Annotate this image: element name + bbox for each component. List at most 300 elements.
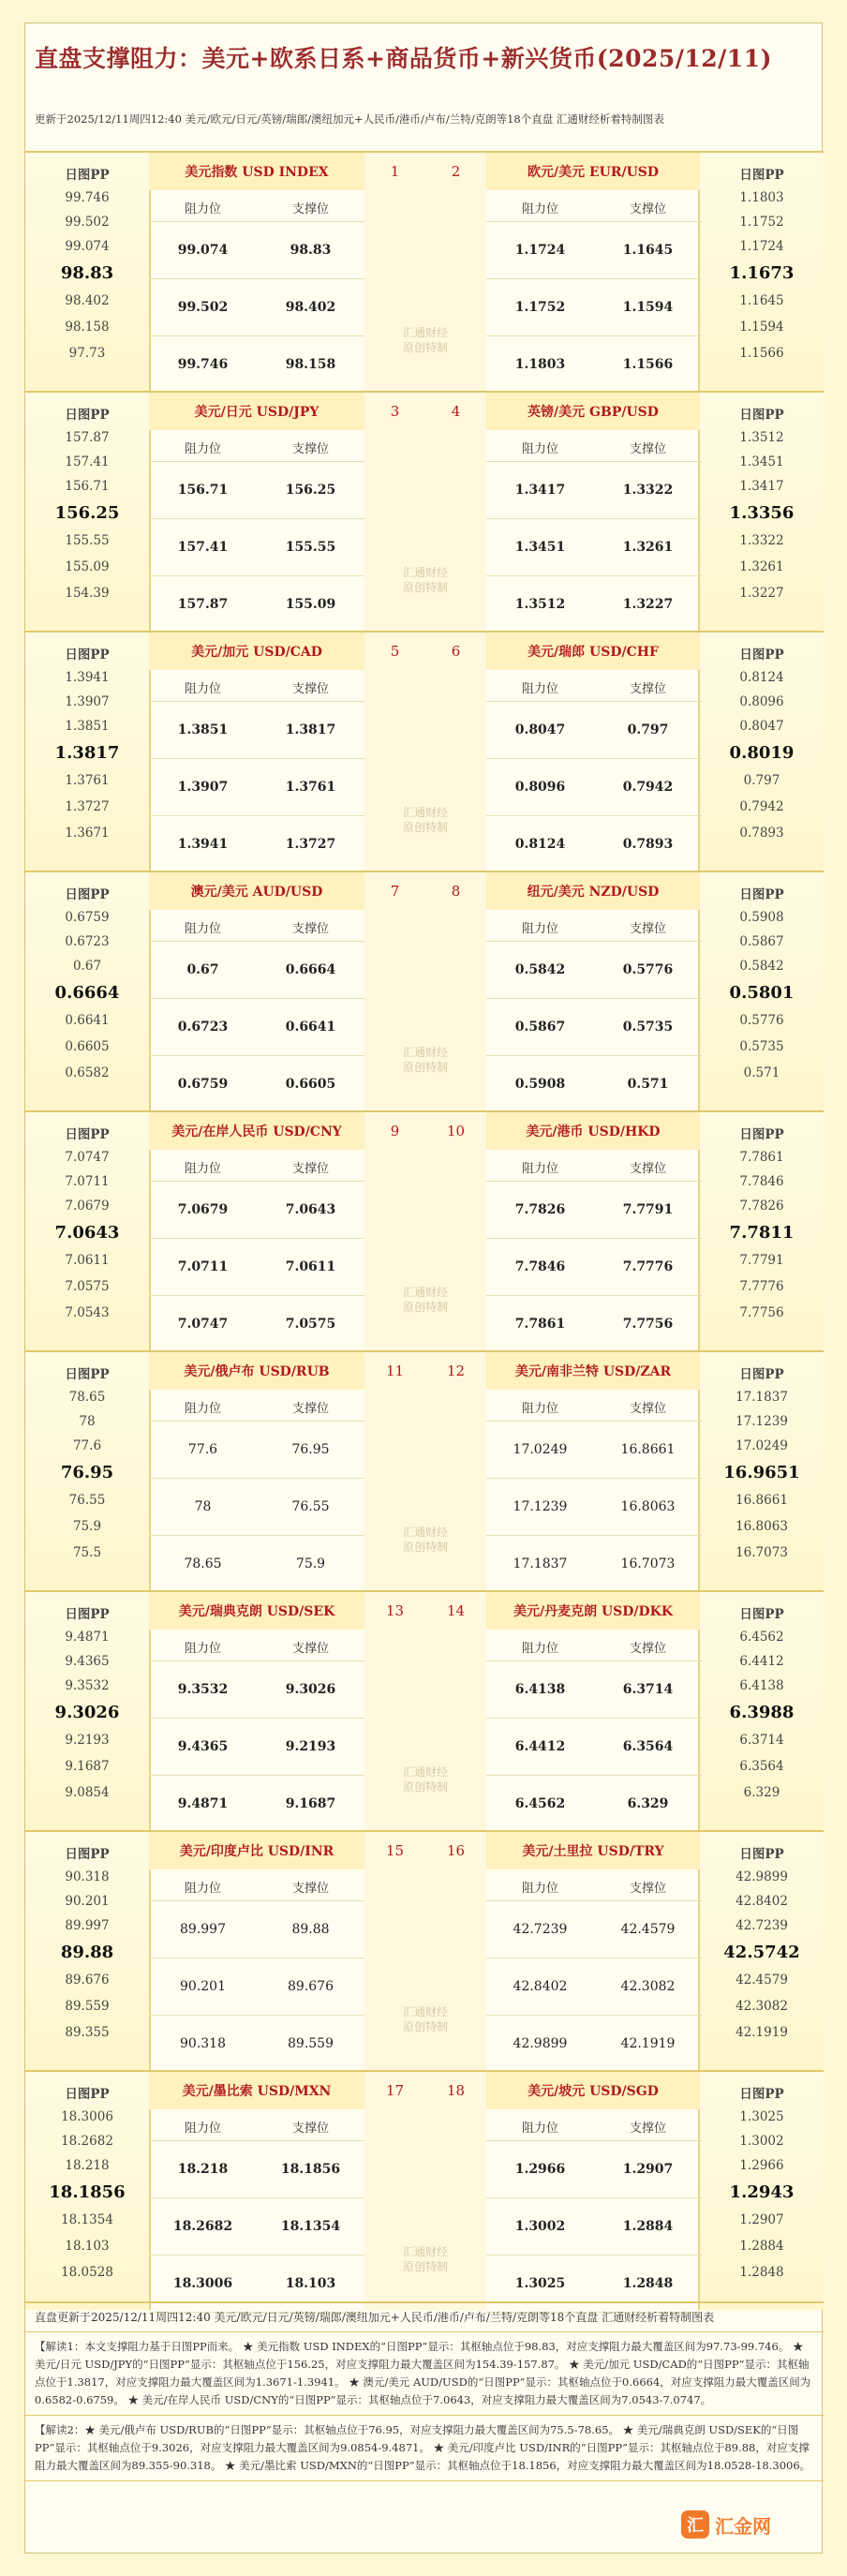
resistance-value: 7.0747 [177, 1317, 229, 1332]
pp-level-value: 1.3671 [65, 826, 110, 841]
daily-pp-label: 日图PP [65, 1607, 110, 1622]
pp-level-value: 1.3002 [739, 2134, 784, 2149]
table-row [149, 2141, 364, 2198]
resistance-header: 阻力位 [149, 1154, 257, 1182]
resistance-header: 阻力位 [149, 674, 257, 702]
pair-name-right: 美元/土里拉 USD/TRY [486, 1832, 700, 1869]
table-header [149, 194, 364, 222]
support-value: 0.7893 [622, 837, 674, 852]
pair-name-left: 美元/日元 USD/JPY [149, 393, 364, 430]
table-row [149, 1239, 364, 1296]
resistance-header: 阻力位 [149, 434, 257, 462]
pp-level-value: 0.5735 [739, 1039, 784, 1054]
resistance-value: 78 [194, 1499, 212, 1514]
support-value: 7.0611 [285, 1259, 336, 1274]
resistance-value: 1.1724 [514, 243, 566, 258]
pp-level-value: 0.6723 [65, 934, 110, 949]
support-value: 9.1687 [285, 1796, 336, 1811]
resistance-value: 7.0679 [177, 1202, 229, 1217]
left-levels-table [149, 1873, 364, 2073]
support-value: 6.3714 [622, 1682, 674, 1697]
watermark [364, 1525, 486, 1555]
pp-level-value: 1.1645 [739, 293, 784, 308]
pp-level-value: 16.7073 [736, 1545, 788, 1560]
support-header: 支撑位 [257, 1873, 364, 1901]
pp-level-value: 0.5908 [739, 910, 784, 925]
support-value: 1.3227 [622, 597, 674, 612]
pp-level-value: 1.1566 [739, 346, 784, 361]
resistance-value: 99.746 [177, 357, 229, 372]
right-pp-column [698, 2072, 824, 2310]
support-header: 支撑位 [257, 1154, 364, 1182]
pair-name-right: 美元/丹麦克朗 USD/DKK [486, 1592, 700, 1630]
pp-level-value: 42.9899 [736, 1869, 788, 1884]
support-value: 18.1856 [280, 2162, 341, 2177]
page [24, 22, 823, 2554]
support-value: 1.3761 [285, 780, 336, 795]
pp-level-value: 7.7776 [739, 1279, 784, 1294]
support-value: 156.25 [285, 483, 336, 498]
pp-level-value: 1.2966 [739, 2158, 784, 2173]
daily-pp-label: 日图PP [65, 408, 110, 423]
pivot-point-value: 1.1673 [729, 263, 795, 283]
resistance-header: 阻力位 [486, 434, 594, 462]
resistance-value: 1.3941 [177, 837, 229, 852]
pp-level-value: 98.402 [65, 293, 110, 308]
table-header [149, 434, 364, 462]
pp-level-value: 9.2193 [65, 1733, 110, 1748]
support-value: 98.83 [290, 243, 332, 258]
pair-number-right: 2 [451, 163, 461, 180]
pair-name-right: 美元/瑞郎 USD/CHF [486, 633, 700, 670]
support-value: 16.7073 [620, 1556, 676, 1571]
pp-level-value: 89.676 [65, 1973, 110, 1988]
support-header: 支撑位 [594, 434, 702, 462]
support-header: 支撑位 [257, 434, 364, 462]
support-header: 支撑位 [257, 194, 364, 222]
pp-level-value: 0.6605 [65, 1039, 110, 1054]
pp-level-value: 0.5867 [739, 934, 784, 949]
pp-level-value: 155.09 [65, 559, 110, 574]
table-row [486, 279, 702, 336]
resistance-value: 0.5908 [514, 1077, 566, 1092]
logo-text: 汇金网 [715, 2514, 771, 2538]
watermark-line: 汇通财经 [402, 806, 448, 819]
pp-level-value: 7.0679 [65, 1199, 110, 1214]
support-header: 支撑位 [594, 1154, 702, 1182]
pp-level-value: 42.8402 [736, 1894, 788, 1909]
daily-pp-label: 日图PP [65, 2087, 110, 2102]
pair-number-left: 7 [390, 883, 400, 900]
pair-name-left: 美元/印度卢比 USD/INR [149, 1832, 364, 1869]
pair-name-right: 欧元/美元 EUR/USD [486, 153, 700, 190]
watermark [364, 1045, 486, 1075]
pp-level-value: 6.329 [743, 1785, 780, 1800]
pair-name-left: 美元指数 USD INDEX [149, 153, 364, 190]
support-value: 6.329 [627, 1796, 669, 1811]
resistance-value: 1.3451 [514, 540, 566, 555]
pp-level-value: 90.318 [65, 1869, 110, 1884]
pivot-point-value: 156.25 [54, 503, 120, 523]
table-header [486, 914, 702, 942]
support-value: 42.1919 [620, 2036, 676, 2051]
logo [681, 2506, 794, 2543]
pp-level-value: 75.5 [72, 1545, 102, 1560]
table-row [149, 999, 364, 1056]
left-pp-column [25, 153, 151, 391]
support-value: 7.0643 [285, 1202, 336, 1217]
right-pp-column [698, 1832, 824, 2070]
pivot-point-value: 76.95 [60, 1463, 114, 1482]
pp-level-value: 0.8124 [739, 670, 784, 685]
pair-number-left: 5 [390, 643, 400, 660]
pp-level-value: 1.2907 [739, 2212, 784, 2227]
table-row [486, 1901, 702, 1958]
watermark-line: 原创特制 [402, 821, 448, 834]
resistance-value: 7.7826 [514, 1202, 566, 1217]
table-header [486, 1633, 702, 1661]
pp-level-value: 7.0611 [65, 1253, 110, 1268]
updated-line: 更新于2025/12/11周四12:40 美元/欧元/日元/英镑/瑞郎/澳纽加元+人民币/港币/卢布/兰特/克朗等18个直盘 汇通财经析着特制图表 [35, 112, 664, 126]
support-value: 1.2884 [622, 2219, 674, 2234]
support-value: 76.55 [291, 1499, 330, 1514]
pp-level-value: 0.7942 [739, 799, 784, 814]
table-row [486, 816, 702, 873]
pp-level-value: 18.2682 [61, 2134, 113, 2149]
table-row [149, 1901, 364, 1958]
pivot-point-value: 7.0643 [54, 1223, 120, 1243]
pp-level-value: 90.201 [65, 1894, 110, 1909]
right-pp-column [698, 1112, 824, 1350]
support-value: 98.402 [285, 300, 336, 315]
resistance-value: 0.8096 [514, 780, 566, 795]
right-levels-table [486, 1154, 702, 1353]
left-levels-table [149, 194, 364, 394]
right-levels-table [486, 2113, 702, 2313]
pp-level-value: 18.103 [65, 2239, 110, 2254]
pair-number-left: 15 [385, 1842, 405, 1859]
pp-level-value: 1.3417 [739, 479, 784, 494]
watermark [364, 1285, 486, 1315]
resistance-value: 9.3532 [177, 1682, 229, 1697]
support-value: 76.95 [291, 1442, 330, 1457]
watermark-line: 原创特制 [402, 341, 448, 354]
resistance-header: 阻力位 [149, 914, 257, 942]
pivot-point-value: 7.7811 [729, 1223, 795, 1243]
resistance-value: 78.65 [184, 1556, 222, 1571]
pp-level-value: 1.3025 [739, 2109, 784, 2124]
resistance-value: 0.6759 [177, 1077, 229, 1092]
daily-pp-label: 日图PP [739, 408, 784, 423]
table-row [486, 576, 702, 633]
watermark-line: 原创特制 [402, 2260, 448, 2273]
support-value: 1.1594 [622, 300, 674, 315]
pair-name-right: 美元/南非兰特 USD/ZAR [486, 1352, 700, 1390]
watermark [364, 325, 486, 355]
pp-level-value: 6.4138 [739, 1678, 784, 1693]
table-row [486, 1536, 702, 1593]
table-row [486, 1296, 702, 1353]
pair-block [25, 1830, 824, 2070]
support-header: 支撑位 [594, 914, 702, 942]
support-value: 98.158 [285, 357, 336, 372]
pp-level-value: 6.4562 [739, 1630, 784, 1645]
pp-level-value: 155.55 [65, 533, 110, 548]
resistance-value: 42.8402 [513, 1979, 568, 1994]
left-levels-table [149, 914, 364, 1113]
support-value: 7.0575 [285, 1317, 336, 1332]
table-row [149, 336, 364, 394]
left-pp-column [25, 872, 151, 1110]
resistance-value: 0.8124 [514, 837, 566, 852]
pp-level-value: 99.502 [65, 215, 110, 230]
resistance-header: 阻力位 [149, 194, 257, 222]
resistance-value: 17.0249 [513, 1442, 568, 1457]
pp-level-value: 0.8096 [739, 694, 784, 709]
table-row [486, 1182, 702, 1239]
table-row [149, 222, 364, 279]
resistance-value: 1.3512 [514, 597, 566, 612]
table-row [486, 1958, 702, 2016]
pair-block [25, 1110, 824, 1350]
resistance-value: 18.2682 [172, 2219, 233, 2234]
pivot-point-value: 1.3817 [54, 743, 120, 763]
pair-number-right: 12 [446, 1362, 466, 1379]
right-pp-column [698, 153, 824, 391]
daily-pp-label: 日图PP [739, 2087, 784, 2102]
table-row [486, 2141, 702, 2198]
table-header [486, 1873, 702, 1901]
table-row [149, 462, 364, 519]
support-header: 支撑位 [257, 674, 364, 702]
footer-note-1: 【解读1：本文支撑阻力基于日图PP而来。 ★ 美元指数 USD INDEX的“日图PP”显示：其枢轴点位于98.83，对应支撑阻力最大覆盖区间为97.73-99.746。 ★ 美元/日元 USD/JPY的“日图PP”显示：其枢轴点位于156.25，对应支撑阻力最大覆盖区间为154.39-157.87。 ★ 美元/加元 USD/CAD的“日图PP”显示：其枢轴点位于1.3817，对应支撑阻力最大覆盖区间为1.3671-1.3941。 ★ 澳元/美元 AUD/USD的“日图PP”显示：其枢轴点位于0.6664，对应支撑阻力最大覆盖区间为0.6582-0.6759。 ★ 美元/在岸人民币 USD/CNY的“日图PP”显示：其枢轴点位于7.0643，对应支撑阻力最大覆盖区间为7.0543-7.0747。 [25, 2332, 824, 2416]
resistance-value: 157.87 [177, 597, 229, 612]
pp-level-value: 7.7791 [739, 1253, 784, 1268]
pair-number-right: 18 [446, 2082, 466, 2099]
watermark-line: 汇通财经 [402, 326, 448, 339]
footer-updated: 直盘更新于2025/12/11周四12:40 美元/欧元/日元/英镑/瑞郎/澳纽加元+人民币/港币/卢布/兰特/克朗等18个直盘 汇通财经析着特制图表 [25, 2301, 824, 2332]
table-row [486, 1239, 702, 1296]
watermark-line: 原创特制 [402, 2020, 448, 2033]
pp-level-value: 18.218 [65, 2158, 110, 2173]
resistance-value: 77.6 [187, 1442, 218, 1457]
resistance-value: 1.3025 [514, 2276, 566, 2291]
support-value: 16.8063 [620, 1499, 676, 1514]
table-header [486, 1154, 702, 1182]
pair-name-right: 美元/港币 USD/HKD [486, 1112, 700, 1150]
right-levels-table [486, 1873, 702, 2073]
table-row [486, 1479, 702, 1536]
table-row [486, 1056, 702, 1113]
resistance-value: 0.6723 [177, 1020, 229, 1035]
resistance-value: 7.0711 [177, 1259, 229, 1274]
pp-level-value: 1.2884 [739, 2239, 784, 2254]
pp-level-value: 17.0249 [736, 1438, 788, 1453]
table-row [486, 519, 702, 576]
support-value: 6.3564 [622, 1739, 674, 1754]
pp-level-value: 99.746 [65, 190, 110, 205]
watermark [364, 805, 486, 835]
pair-block [25, 631, 824, 871]
pair-number-right: 14 [446, 1602, 466, 1619]
resistance-value: 99.502 [177, 300, 229, 315]
watermark-line: 原创特制 [402, 1061, 448, 1074]
pp-level-value: 1.3727 [65, 799, 110, 814]
right-pp-column [698, 1592, 824, 1830]
resistance-header: 阻力位 [486, 194, 594, 222]
support-value: 9.2193 [285, 1739, 336, 1754]
support-value: 18.1354 [280, 2219, 341, 2234]
table-row [486, 1719, 702, 1776]
pp-level-value: 0.5842 [739, 959, 784, 974]
support-header: 支撑位 [594, 2113, 702, 2141]
daily-pp-label: 日图PP [739, 1607, 784, 1622]
pp-level-value: 1.3761 [65, 773, 110, 788]
table-row [486, 222, 702, 279]
pp-level-value: 1.3851 [65, 719, 110, 734]
table-row [149, 1296, 364, 1353]
table-row [149, 1422, 364, 1479]
right-levels-table [486, 1393, 702, 1593]
support-value: 89.88 [291, 1922, 330, 1937]
table-row [486, 1776, 702, 1833]
pivot-point-value: 9.3026 [54, 1703, 120, 1722]
pp-level-value: 1.1752 [739, 215, 784, 230]
support-value: 9.3026 [285, 1682, 336, 1697]
table-row [149, 1719, 364, 1776]
pp-level-value: 16.8063 [736, 1519, 788, 1534]
pair-name-right: 英镑/美元 GBP/USD [486, 393, 700, 430]
support-header: 支撑位 [257, 1633, 364, 1661]
watermark [364, 2004, 486, 2034]
header [25, 23, 822, 150]
pair-name-left: 美元/墨比索 USD/MXN [149, 2072, 364, 2109]
pp-level-value: 9.4365 [65, 1654, 110, 1669]
resistance-value: 7.7861 [514, 1317, 566, 1332]
left-pp-column [25, 1112, 151, 1350]
pair-number-right: 16 [446, 1842, 466, 1859]
pp-level-value: 77.6 [72, 1438, 102, 1453]
support-value: 16.8661 [620, 1442, 676, 1457]
right-pp-column [698, 872, 824, 1110]
watermark-line: 汇通财经 [402, 1765, 448, 1779]
resistance-header: 阻力位 [486, 674, 594, 702]
pair-block [25, 871, 824, 1110]
pp-level-value: 1.3512 [739, 430, 784, 445]
pp-level-value: 0.6759 [65, 910, 110, 925]
pair-number-right: 8 [451, 883, 461, 900]
pp-level-value: 157.41 [65, 454, 110, 469]
pp-level-value: 7.7846 [739, 1174, 784, 1189]
pair-name-right: 美元/坡元 USD/SGD [486, 2072, 700, 2109]
table-row [486, 2198, 702, 2256]
pp-level-value: 6.4412 [739, 1654, 784, 1669]
resistance-value: 18.218 [177, 2162, 229, 2177]
table-row [486, 336, 702, 394]
support-value: 1.2907 [622, 2162, 674, 2177]
resistance-value: 90.318 [180, 2036, 226, 2051]
right-levels-table [486, 194, 702, 394]
right-levels-table [486, 434, 702, 633]
resistance-value: 1.1752 [514, 300, 566, 315]
resistance-header: 阻力位 [486, 1633, 594, 1661]
pp-level-value: 42.7239 [736, 1918, 788, 1933]
table-header [149, 1633, 364, 1661]
table-row [149, 576, 364, 633]
support-value: 1.3261 [622, 540, 674, 555]
pp-level-value: 6.3564 [739, 1759, 784, 1774]
watermark-line: 汇通财经 [402, 1526, 448, 1539]
support-header: 支撑位 [594, 1393, 702, 1422]
resistance-value: 0.5842 [514, 962, 566, 977]
support-value: 75.9 [295, 1556, 326, 1571]
pp-level-value: 97.73 [68, 346, 106, 361]
pp-level-value: 76.55 [68, 1493, 106, 1508]
pivot-point-value: 0.5801 [729, 983, 795, 1003]
pp-level-value: 17.1239 [736, 1414, 788, 1429]
pair-name-left: 美元/在岸人民币 USD/CNY [149, 1112, 364, 1150]
pp-level-value: 0.6582 [65, 1065, 110, 1080]
resistance-value: 1.3907 [177, 780, 229, 795]
left-levels-table [149, 434, 364, 633]
pp-level-value: 18.3006 [61, 2109, 113, 2124]
support-header: 支撑位 [257, 2113, 364, 2141]
watermark-line: 原创特制 [402, 581, 448, 594]
pair-name-left: 美元/俄卢布 USD/RUB [149, 1352, 364, 1390]
table-row [149, 1776, 364, 1833]
resistance-value: 157.41 [177, 540, 229, 555]
pp-level-value: 0.5776 [739, 1013, 784, 1028]
pivot-point-value: 1.2943 [729, 2182, 795, 2202]
support-header: 支撑位 [257, 914, 364, 942]
table-row [149, 1958, 364, 2016]
daily-pp-label: 日图PP [739, 887, 784, 902]
left-levels-table [149, 2113, 364, 2313]
pp-level-value: 154.39 [65, 586, 110, 601]
left-pp-column [25, 1592, 151, 1830]
pp-level-value: 0.67 [72, 959, 102, 974]
left-levels-table [149, 674, 364, 873]
pivot-point-value: 0.6664 [54, 983, 120, 1003]
resistance-value: 17.1837 [513, 1556, 568, 1571]
resistance-value: 1.2966 [514, 2162, 566, 2177]
pp-level-value: 78.65 [68, 1390, 106, 1405]
daily-pp-label: 日图PP [739, 1367, 784, 1382]
right-levels-table [486, 914, 702, 1113]
table-row [486, 1661, 702, 1719]
pp-level-value: 1.3941 [65, 670, 110, 685]
pp-level-value: 75.9 [72, 1519, 102, 1534]
table-header [149, 1154, 364, 1182]
pair-name-left: 美元/瑞典克朗 USD/SEK [149, 1592, 364, 1630]
resistance-value: 9.4871 [177, 1796, 229, 1811]
pair-number-right: 4 [451, 403, 461, 420]
pp-level-value: 0.6641 [65, 1013, 110, 1028]
table-row [149, 519, 364, 576]
pair-block [25, 391, 824, 631]
pivot-point-value: 89.88 [60, 1943, 114, 1962]
right-pp-column [698, 393, 824, 631]
pp-level-value: 1.1803 [739, 190, 784, 205]
daily-pp-label: 日图PP [65, 1847, 110, 1862]
table-header [149, 914, 364, 942]
table-row [149, 2198, 364, 2256]
pp-level-value: 42.3082 [736, 1999, 788, 2014]
watermark [364, 565, 486, 595]
pp-level-value: 9.1687 [65, 1759, 110, 1774]
resistance-header: 阻力位 [149, 1873, 257, 1901]
daily-pp-label: 日图PP [65, 168, 110, 183]
